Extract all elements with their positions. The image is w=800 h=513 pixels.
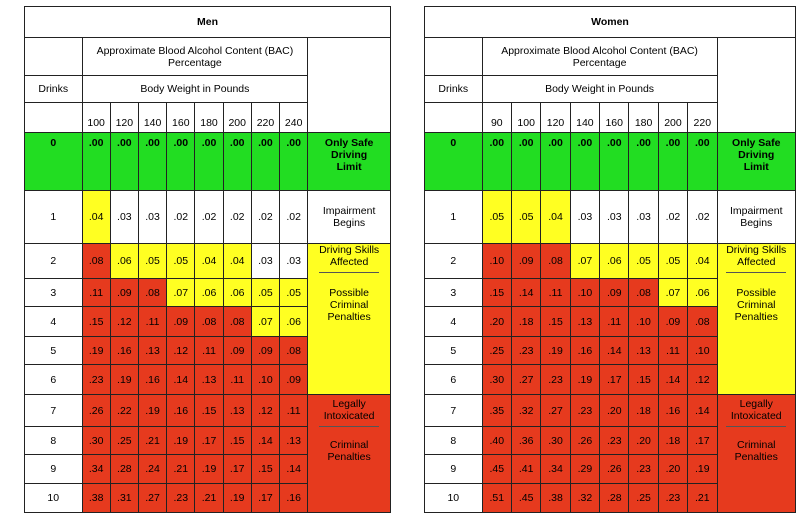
bac-value: .11 xyxy=(138,307,166,337)
bac-value: .23 xyxy=(629,455,658,484)
drinks-8: 8 xyxy=(25,427,83,455)
bac-value: .00 xyxy=(280,133,308,191)
bac-value: .00 xyxy=(110,133,138,191)
bac-value: .05 xyxy=(482,191,511,244)
note-line: Driving xyxy=(331,149,368,161)
bac-value: .03 xyxy=(629,191,658,244)
bac-value: .30 xyxy=(82,427,110,455)
bac-value: .08 xyxy=(138,279,166,307)
men-bac-table xyxy=(24,6,391,506)
bac-value: .10 xyxy=(482,244,511,279)
bac-value: .11 xyxy=(82,279,110,307)
bac-value: .19 xyxy=(570,365,599,395)
bac-value: .11 xyxy=(600,307,629,337)
note-line: Criminal xyxy=(736,299,776,311)
bac-value: .14 xyxy=(688,395,717,427)
note-line: Driving xyxy=(738,149,775,161)
bac-value: .07 xyxy=(251,307,279,337)
note-line: Affected xyxy=(329,256,369,268)
weight-200: 200 xyxy=(658,103,687,133)
drinks-header: Drinks xyxy=(25,76,83,103)
bac-value: .09 xyxy=(251,337,279,365)
bac-value: .08 xyxy=(82,244,110,279)
bac-value: .27 xyxy=(138,484,166,513)
bac-value: .10 xyxy=(688,337,717,365)
bac-value: .17 xyxy=(688,427,717,455)
bac-value: .17 xyxy=(223,455,251,484)
bac-value: .41 xyxy=(511,455,540,484)
weight-160: 160 xyxy=(600,103,629,133)
drinks-7: 7 xyxy=(425,395,483,427)
bac-value: .06 xyxy=(110,244,138,279)
bac-value: .12 xyxy=(688,365,717,395)
bac-value: .11 xyxy=(541,279,570,307)
bac-value: .34 xyxy=(82,455,110,484)
bac-value: .15 xyxy=(223,427,251,455)
bac-label-line-1: Approximate Blood Alcohol Content (BAC) xyxy=(96,44,294,57)
bac-value: .13 xyxy=(138,337,166,365)
empty-cell xyxy=(25,38,83,76)
drinks-8: 8 xyxy=(425,427,483,455)
bac-value: .16 xyxy=(658,395,687,427)
empty-cell xyxy=(308,38,391,133)
bac-value: .28 xyxy=(600,484,629,513)
bac-value: .25 xyxy=(629,484,658,513)
note-line: Possible xyxy=(329,287,369,299)
note-impairment-begins xyxy=(308,191,391,244)
bac-value: .17 xyxy=(600,365,629,395)
bac-value: .18 xyxy=(511,307,540,337)
bac-value: .25 xyxy=(482,337,511,365)
weight-100: 100 xyxy=(511,103,540,133)
bac-value: .32 xyxy=(511,395,540,427)
bac-value: .15 xyxy=(482,279,511,307)
bac-value: .16 xyxy=(138,365,166,395)
bac-value: .22 xyxy=(110,395,138,427)
bac-value: .03 xyxy=(570,191,599,244)
bac-value: .03 xyxy=(251,244,279,279)
note-line: Penalties xyxy=(327,311,371,323)
bac-value: .08 xyxy=(195,307,223,337)
weight-100: 100 xyxy=(82,103,110,133)
bac-value: .14 xyxy=(280,455,308,484)
weight-140: 140 xyxy=(570,103,599,133)
bac-value: .13 xyxy=(223,395,251,427)
bac-value: .19 xyxy=(195,455,223,484)
drinks-6: 6 xyxy=(425,365,483,395)
empty-cell xyxy=(717,38,796,133)
bac-value: .02 xyxy=(195,191,223,244)
bac-value: .06 xyxy=(195,279,223,307)
bac-value: .05 xyxy=(167,244,195,279)
bac-value: .09 xyxy=(167,307,195,337)
bac-value: .02 xyxy=(688,191,717,244)
bac-value: .07 xyxy=(167,279,195,307)
bac-value: .00 xyxy=(570,133,599,191)
bac-value: .09 xyxy=(658,307,687,337)
bac-value: .26 xyxy=(82,395,110,427)
note-line: Driving Skills xyxy=(726,244,787,256)
note-line: Limit xyxy=(743,161,769,173)
bac-value: .20 xyxy=(482,307,511,337)
bac-value: .27 xyxy=(511,365,540,395)
bac-value: .16 xyxy=(167,395,195,427)
note-line: Driving Skills xyxy=(319,244,380,256)
bac-value: .20 xyxy=(658,455,687,484)
bac-value: .08 xyxy=(629,279,658,307)
bac-value: .05 xyxy=(658,244,687,279)
separator-line xyxy=(726,426,786,427)
bac-value: .09 xyxy=(223,337,251,365)
note-line: Impairment xyxy=(322,205,376,217)
drinks-3: 3 xyxy=(25,279,83,307)
bac-value: .38 xyxy=(82,484,110,513)
bac-value: .11 xyxy=(280,395,308,427)
note-line: Only Safe xyxy=(324,137,374,149)
bac-value: .21 xyxy=(167,455,195,484)
weight-header: Body Weight in Pounds xyxy=(482,76,717,103)
bac-value: .14 xyxy=(658,365,687,395)
bac-value: .13 xyxy=(195,365,223,395)
bac-value: .32 xyxy=(570,484,599,513)
drinks-0: 0 xyxy=(425,133,483,191)
empty-cell xyxy=(425,103,483,133)
bac-value: .51 xyxy=(482,484,511,513)
bac-value: .03 xyxy=(138,191,166,244)
bac-value: .25 xyxy=(110,427,138,455)
bac-value: .00 xyxy=(482,133,511,191)
note-line: Penalties xyxy=(734,451,778,463)
drinks-7: 7 xyxy=(25,395,83,427)
note-line: Affected xyxy=(737,256,776,268)
bac-label-line-2: Percentage xyxy=(572,56,627,69)
bac-value: .00 xyxy=(688,133,717,191)
bac-value: .14 xyxy=(251,427,279,455)
bac-value: .06 xyxy=(688,279,717,307)
note-legally-intoxicated xyxy=(717,395,796,513)
empty-cell xyxy=(425,38,483,76)
bac-value: .10 xyxy=(629,307,658,337)
bac-value: .45 xyxy=(511,484,540,513)
bac-value: .05 xyxy=(511,191,540,244)
bac-value: .08 xyxy=(223,307,251,337)
bac-value: .15 xyxy=(251,455,279,484)
bac-value: .05 xyxy=(251,279,279,307)
drinks-10: 10 xyxy=(25,484,83,513)
bac-value: .23 xyxy=(600,427,629,455)
bac-value: .23 xyxy=(511,337,540,365)
bac-value: .05 xyxy=(138,244,166,279)
bac-value: .12 xyxy=(110,307,138,337)
bac-value: .00 xyxy=(82,133,110,191)
bac-value: .24 xyxy=(138,455,166,484)
bac-value: .02 xyxy=(223,191,251,244)
bac-value: .11 xyxy=(195,337,223,365)
note-possible-penalties xyxy=(717,244,796,395)
bac-value: .18 xyxy=(629,395,658,427)
bac-value: .15 xyxy=(629,365,658,395)
drinks-1: 1 xyxy=(25,191,83,244)
bac-value: .20 xyxy=(600,395,629,427)
bac-value: .00 xyxy=(600,133,629,191)
bac-value: .45 xyxy=(482,455,511,484)
bac-value: .04 xyxy=(195,244,223,279)
bac-value: .08 xyxy=(541,244,570,279)
bac-value: .05 xyxy=(629,244,658,279)
drinks-9: 9 xyxy=(25,455,83,484)
bac-value: .11 xyxy=(658,337,687,365)
bac-value: .40 xyxy=(482,427,511,455)
note-legally-intoxicated xyxy=(308,395,391,513)
bac-value: .03 xyxy=(110,191,138,244)
bac-value: .19 xyxy=(541,337,570,365)
bac-value: .21 xyxy=(138,427,166,455)
bac-value: .15 xyxy=(195,395,223,427)
separator-line xyxy=(319,272,379,273)
bac-value: .21 xyxy=(195,484,223,513)
bac-value: .26 xyxy=(600,455,629,484)
bac-value: .23 xyxy=(167,484,195,513)
bac-value: .12 xyxy=(167,337,195,365)
bac-value: .10 xyxy=(251,365,279,395)
bac-value: .20 xyxy=(629,427,658,455)
men-table xyxy=(24,6,391,513)
bac-value: .00 xyxy=(511,133,540,191)
note-line: Penalties xyxy=(327,451,371,463)
note-line: Limit xyxy=(336,161,362,173)
bac-value: .13 xyxy=(570,307,599,337)
weight-220: 220 xyxy=(251,103,279,133)
bac-value: .04 xyxy=(82,191,110,244)
note-safe-limit xyxy=(308,133,391,191)
women-table xyxy=(424,6,796,513)
bac-value: .02 xyxy=(280,191,308,244)
bac-value: .17 xyxy=(251,484,279,513)
bac-value: .06 xyxy=(600,244,629,279)
drinks-header: Drinks xyxy=(425,76,483,103)
weight-200: 200 xyxy=(223,103,251,133)
women-title: Women xyxy=(425,7,796,38)
bac-value: .23 xyxy=(570,395,599,427)
bac-value: .04 xyxy=(541,191,570,244)
bac-value: .27 xyxy=(541,395,570,427)
bac-value: .02 xyxy=(167,191,195,244)
bac-value: .17 xyxy=(195,427,223,455)
note-line: Begins xyxy=(333,217,366,229)
bac-value: .07 xyxy=(570,244,599,279)
note-line: Begins xyxy=(740,217,773,229)
weight-120: 120 xyxy=(110,103,138,133)
bac-value: .04 xyxy=(223,244,251,279)
bac-value: .00 xyxy=(138,133,166,191)
bac-value: .06 xyxy=(223,279,251,307)
note-line: Intoxicated xyxy=(730,410,782,422)
bac-value: .30 xyxy=(482,365,511,395)
bac-value: .29 xyxy=(570,455,599,484)
bac-label-line-1: Approximate Blood Alcohol Content (BAC) xyxy=(501,44,698,57)
bac-value: .13 xyxy=(629,337,658,365)
bac-value: .10 xyxy=(570,279,599,307)
bac-value: .35 xyxy=(482,395,511,427)
bac-value: .38 xyxy=(541,484,570,513)
bac-value: .03 xyxy=(600,191,629,244)
note-possible-penalties xyxy=(308,244,391,395)
bac-value: .12 xyxy=(251,395,279,427)
bac-value: .13 xyxy=(280,427,308,455)
bac-value: .09 xyxy=(110,279,138,307)
note-line: Criminal xyxy=(329,439,369,451)
bac-value: .36 xyxy=(511,427,540,455)
men-title: Men xyxy=(25,7,391,38)
bac-value: .34 xyxy=(541,455,570,484)
bac-value: .16 xyxy=(280,484,308,513)
bac-value: .00 xyxy=(658,133,687,191)
bac-value: .18 xyxy=(658,427,687,455)
note-line: Legally xyxy=(739,398,773,410)
bac-value: .15 xyxy=(541,307,570,337)
separator-line xyxy=(319,426,379,427)
bac-value: .00 xyxy=(223,133,251,191)
weight-240: 240 xyxy=(280,103,308,133)
drinks-3: 3 xyxy=(425,279,483,307)
bac-value: .07 xyxy=(658,279,687,307)
bac-value: .15 xyxy=(82,307,110,337)
weight-90: 90 xyxy=(482,103,511,133)
drinks-9: 9 xyxy=(425,455,483,484)
note-line: Penalties xyxy=(734,311,778,323)
bac-value: .19 xyxy=(82,337,110,365)
bac-value: .14 xyxy=(167,365,195,395)
bac-value: .00 xyxy=(251,133,279,191)
bac-value: .02 xyxy=(251,191,279,244)
drinks-5: 5 xyxy=(425,337,483,365)
bac-value: .02 xyxy=(658,191,687,244)
note-line: Only Safe xyxy=(732,137,781,149)
separator-line xyxy=(726,272,786,273)
bac-value: .23 xyxy=(658,484,687,513)
bac-value: .09 xyxy=(600,279,629,307)
bac-value: .19 xyxy=(110,365,138,395)
drinks-10: 10 xyxy=(425,484,483,513)
drinks-0: 0 xyxy=(25,133,83,191)
bac-value: .00 xyxy=(541,133,570,191)
drinks-2: 2 xyxy=(25,244,83,279)
bac-value: .06 xyxy=(280,307,308,337)
bac-value: .19 xyxy=(223,484,251,513)
bac-value: .08 xyxy=(688,307,717,337)
bac-value: .09 xyxy=(511,244,540,279)
drinks-5: 5 xyxy=(25,337,83,365)
weight-160: 160 xyxy=(167,103,195,133)
bac-value: .31 xyxy=(110,484,138,513)
weight-header: Body Weight in Pounds xyxy=(82,76,308,103)
weight-120: 120 xyxy=(541,103,570,133)
bac-value: .04 xyxy=(688,244,717,279)
bac-value: .09 xyxy=(280,365,308,395)
bac-value: .21 xyxy=(688,484,717,513)
bac-value: .00 xyxy=(167,133,195,191)
bac-value: .26 xyxy=(570,427,599,455)
note-line: Criminal xyxy=(329,299,369,311)
bac-value: .00 xyxy=(629,133,658,191)
bac-value: .08 xyxy=(280,337,308,365)
drinks-4: 4 xyxy=(25,307,83,337)
weight-180: 180 xyxy=(629,103,658,133)
bac-label xyxy=(82,38,308,76)
note-line: Possible xyxy=(736,287,777,299)
weight-180: 180 xyxy=(195,103,223,133)
drinks-1: 1 xyxy=(425,191,483,244)
note-impairment-begins xyxy=(717,191,796,244)
note-line: Intoxicated xyxy=(323,410,375,422)
bac-value: .23 xyxy=(541,365,570,395)
bac-value: .19 xyxy=(167,427,195,455)
bac-value: .14 xyxy=(600,337,629,365)
bac-value: .28 xyxy=(110,455,138,484)
drinks-6: 6 xyxy=(25,365,83,395)
bac-value: .16 xyxy=(110,337,138,365)
bac-value: .03 xyxy=(280,244,308,279)
weight-220: 220 xyxy=(688,103,717,133)
bac-value: .23 xyxy=(82,365,110,395)
bac-value: .19 xyxy=(138,395,166,427)
bac-value: .14 xyxy=(511,279,540,307)
note-line: Impairment xyxy=(729,205,783,217)
bac-label xyxy=(482,38,717,76)
bac-value: .16 xyxy=(570,337,599,365)
note-line: Legally xyxy=(332,398,366,410)
bac-value: .05 xyxy=(280,279,308,307)
bac-value: .11 xyxy=(223,365,251,395)
weight-140: 140 xyxy=(138,103,166,133)
bac-value: .00 xyxy=(195,133,223,191)
note-safe-limit xyxy=(717,133,796,191)
bac-value: .19 xyxy=(688,455,717,484)
women-bac-table xyxy=(424,6,796,506)
note-line: Criminal xyxy=(736,439,776,451)
bac-value: .30 xyxy=(541,427,570,455)
drinks-4: 4 xyxy=(425,307,483,337)
drinks-2: 2 xyxy=(425,244,483,279)
empty-cell xyxy=(25,103,83,133)
bac-label-line-2: Percentage xyxy=(168,56,222,69)
